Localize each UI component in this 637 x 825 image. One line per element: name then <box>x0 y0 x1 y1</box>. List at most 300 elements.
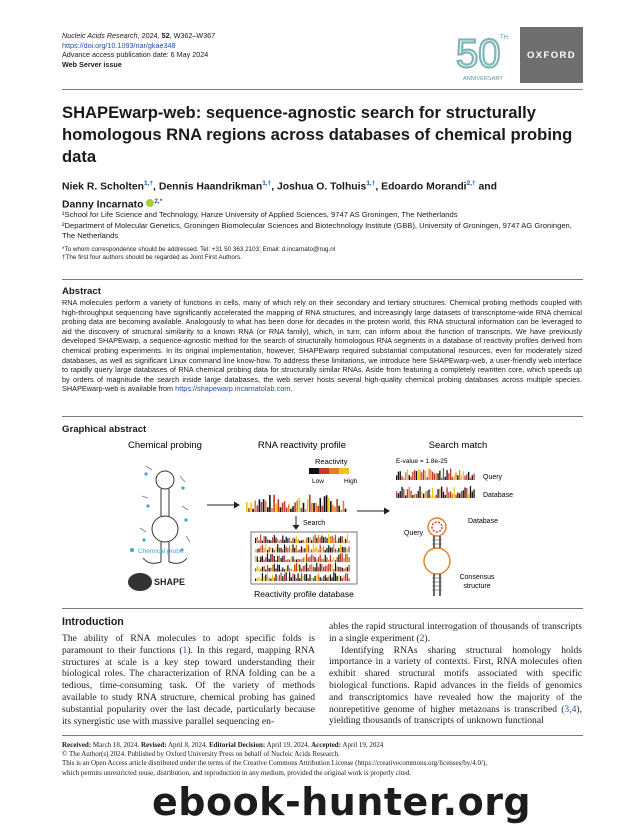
profile-bar <box>246 502 248 512</box>
query-bar <box>428 469 429 480</box>
chemical-probe-label: Chemical probe <box>138 548 184 555</box>
database-bar <box>464 487 465 498</box>
db-bar <box>257 578 258 581</box>
shape-logo <box>128 573 185 591</box>
evalue-label: E-value = 1.8e-25 <box>396 458 448 465</box>
db-bar <box>337 576 338 581</box>
db-bar <box>296 545 297 553</box>
probe-marks <box>140 466 190 542</box>
abstract-rule <box>62 416 583 417</box>
db-bar <box>320 555 321 562</box>
db-bar <box>320 577 321 581</box>
database-bar <box>425 491 426 498</box>
profile-bar <box>343 501 345 512</box>
db-bar <box>313 556 314 562</box>
db-bar <box>291 569 292 572</box>
db-bar <box>301 546 302 552</box>
reactivity-profile-bars <box>246 495 346 512</box>
db-bar <box>325 555 326 562</box>
abstract-heading: Abstract <box>62 286 101 297</box>
decision-label: Editorial Decision: <box>209 741 266 749</box>
intro-text: ). In this regard, mapping RNA structures at scale is a key step toward understanding their biological roles. The characterization of RNA folding can be a tedious, time-consuming task. Of the variety of methods available to study RNA structure, chemical probing has gained substantial popularity over the last decade, particularly because its synergistic use with massive parallel sequencing en- <box>62 644 315 727</box>
query-bar <box>414 470 415 480</box>
db-bar <box>270 548 271 553</box>
db-bar <box>277 539 278 543</box>
profile-bar <box>322 506 324 512</box>
author-sep: , <box>153 181 159 193</box>
db-bar <box>323 576 324 581</box>
db-bar <box>323 567 324 571</box>
db-bar <box>330 547 331 552</box>
revised-label: Revised: <box>140 741 167 749</box>
db-bar <box>321 564 322 571</box>
db-bar <box>270 540 271 543</box>
db-bar <box>291 577 292 581</box>
profile-bar <box>309 495 311 512</box>
db-bar <box>267 565 268 571</box>
db-bar <box>349 541 350 543</box>
db-bar <box>309 574 310 581</box>
query-bar <box>432 472 433 480</box>
database-bar <box>436 495 437 498</box>
anniversary-number: 50 <box>456 32 501 76</box>
profile-bar <box>301 508 303 512</box>
db-bar <box>337 557 338 562</box>
db-bar <box>286 547 287 553</box>
db-bar <box>332 536 333 543</box>
db-bar <box>342 536 343 543</box>
profile-bar <box>294 502 296 512</box>
db-bar <box>274 578 275 581</box>
db-bar <box>333 569 334 571</box>
query-bar <box>463 471 464 480</box>
anniversary-logo <box>452 27 514 83</box>
database-bar <box>403 489 404 498</box>
copyright-line-2: This is an Open Access article distributed under the terms of the Creative Commons Attribution License (https://creativecommons.org/licenses/by/4.0/), <box>62 759 488 768</box>
db-bar <box>292 573 293 581</box>
chemical-probe-legend-dot <box>130 548 134 552</box>
db-bar <box>306 538 307 543</box>
db-bar <box>264 559 265 562</box>
db-bar <box>328 560 329 562</box>
profile-bar <box>267 507 269 512</box>
db-bar <box>279 556 280 562</box>
db-bar <box>265 544 266 552</box>
db-bar <box>340 567 341 572</box>
chemical-probe-dots <box>142 472 187 551</box>
db-bar <box>260 569 261 572</box>
db-bar <box>338 538 339 543</box>
query-bar <box>434 474 435 480</box>
db-bar <box>267 553 268 562</box>
db-bar <box>294 565 295 572</box>
db-bar <box>267 539 268 543</box>
query-bar <box>418 469 419 480</box>
author: Joshua O. Tolhuis <box>277 181 367 193</box>
db-bar <box>328 577 329 581</box>
db-bar <box>338 567 339 572</box>
author-sep: and <box>475 181 497 193</box>
db-bar <box>337 550 338 552</box>
database-bar <box>470 486 471 498</box>
db-bar <box>325 566 326 572</box>
db-bar <box>292 538 293 543</box>
author: Niek R. Scholten <box>62 181 144 193</box>
reactivity-scale <box>309 468 349 474</box>
database-bar <box>445 495 446 498</box>
profile-bar <box>284 501 286 512</box>
profile-bar <box>250 503 252 512</box>
db-bar <box>279 548 280 553</box>
profile-bar <box>315 503 317 512</box>
intro-text: The ability of RNA molecules to adopt specific folds is paramount to their functions ( <box>62 633 315 656</box>
db-bar <box>328 534 329 543</box>
db-bar <box>347 549 348 553</box>
query-bar <box>461 476 462 480</box>
profile-bar <box>259 499 261 512</box>
profile-bar <box>257 505 259 512</box>
db-bar <box>318 567 319 571</box>
db-bar <box>262 573 263 581</box>
profile-bar <box>280 507 282 512</box>
search-arrow-icon <box>293 516 299 529</box>
database-bar <box>432 488 433 498</box>
db-bar <box>257 537 258 543</box>
db-bar <box>304 541 305 543</box>
db-bar <box>275 547 276 552</box>
db-bar <box>281 548 282 553</box>
db-bar <box>349 547 350 553</box>
db-bar <box>347 567 348 571</box>
database-bar <box>407 489 408 498</box>
db-bar <box>338 575 339 581</box>
db-bar <box>304 565 305 571</box>
database-bar <box>434 496 435 498</box>
query-bar <box>421 472 422 480</box>
db-bar <box>325 575 326 581</box>
database-bar <box>466 488 467 498</box>
profile-bar <box>311 503 313 512</box>
profile-bar <box>338 506 340 512</box>
query-bar <box>454 475 455 480</box>
query-bar <box>443 468 444 480</box>
profile-bar <box>326 495 328 512</box>
ref-link[interactable]: 1 <box>182 644 188 656</box>
db-bar <box>320 564 321 572</box>
db-bar <box>320 545 321 553</box>
db-bar <box>342 553 343 562</box>
db-bar <box>313 544 314 553</box>
db-bar <box>326 557 327 562</box>
database-bar <box>441 486 442 498</box>
db-bar <box>294 539 295 543</box>
db-bar <box>326 538 327 543</box>
db-bar <box>282 550 283 553</box>
db-bar <box>308 557 309 562</box>
profile-bar <box>271 508 273 512</box>
watermark: ebook-hunter.org <box>152 780 532 824</box>
db-bar <box>343 575 344 581</box>
db-bar <box>284 569 285 571</box>
database-bar <box>459 493 460 498</box>
issue-label: Web Server issue <box>62 59 122 69</box>
db-bar <box>313 567 314 572</box>
db-bar <box>318 550 319 553</box>
abstract-end: . <box>290 384 293 394</box>
copyright-line-1: © The Author(s) 2024. Published by Oxford University Press on behalf of Nucleic Acids Research. <box>62 750 340 759</box>
db-bar <box>301 569 302 572</box>
db-bar <box>286 568 287 572</box>
db-bar <box>298 550 299 553</box>
query-bar <box>466 474 467 480</box>
db-bar <box>306 554 307 562</box>
db-bar <box>328 545 329 552</box>
query-bar <box>405 472 406 480</box>
database-bar <box>409 487 410 498</box>
intro-column-1 <box>62 633 315 727</box>
match-profile-bars <box>396 468 475 498</box>
high-label: High <box>344 478 358 485</box>
database-bar <box>416 494 417 498</box>
profile-bar <box>317 506 319 512</box>
db-bar <box>303 576 304 581</box>
db-bar <box>270 554 271 562</box>
db-bar <box>330 536 331 543</box>
db-bar <box>255 568 256 571</box>
db-bar <box>330 574 331 581</box>
db-bar <box>298 563 299 571</box>
db-bar <box>315 535 316 543</box>
db-bar <box>338 548 339 552</box>
db-bar <box>345 539 346 543</box>
db-bar <box>258 577 259 581</box>
db-bar <box>332 547 333 552</box>
db-bar <box>274 535 275 543</box>
db-bar <box>301 559 302 562</box>
db-bar <box>332 560 333 562</box>
query-bar <box>400 471 401 480</box>
ref-link[interactable]: 2 <box>419 632 425 644</box>
db-bar <box>299 550 300 553</box>
query-bar <box>455 473 456 480</box>
profile-bar <box>330 501 332 512</box>
introduction-heading: Introduction <box>62 616 124 628</box>
db-bar <box>311 555 312 562</box>
graphical-abstract-rule <box>62 608 583 609</box>
db-bar <box>335 535 336 543</box>
db-bar <box>277 564 278 571</box>
profile-bar <box>273 495 275 512</box>
db-bar <box>349 578 350 581</box>
profile-bar <box>254 501 256 512</box>
db-bar <box>328 564 329 572</box>
database-bar <box>450 491 451 498</box>
db-bar <box>335 560 336 562</box>
db-bar <box>308 545 309 553</box>
db-bar <box>294 559 295 562</box>
query-bar <box>430 470 431 480</box>
db-bar <box>343 540 344 543</box>
db-bar <box>303 566 304 572</box>
database-bar <box>410 491 411 498</box>
db-bar <box>323 537 324 543</box>
journal-info <box>62 31 215 69</box>
database-bar <box>457 493 458 498</box>
db-bar <box>304 548 305 552</box>
query-bar <box>464 476 465 480</box>
db-bar <box>282 556 283 562</box>
database-bar <box>418 491 419 498</box>
profile-bar <box>288 504 290 512</box>
ref-link[interactable]: 3,4 <box>564 703 577 715</box>
db-bar <box>347 573 348 581</box>
query-bar <box>468 472 469 480</box>
db-bar <box>340 545 341 553</box>
db-bar <box>337 541 338 543</box>
db-bar <box>277 544 278 552</box>
profile-bar <box>261 502 263 512</box>
profile-bar <box>307 499 309 512</box>
database-bar <box>412 495 413 498</box>
query-bar <box>436 473 437 480</box>
database-bar <box>443 492 444 498</box>
db-bar <box>287 578 288 581</box>
db-bar <box>332 565 333 572</box>
db-bar <box>257 549 258 553</box>
accepted-date: April 19, 2024 <box>341 741 384 749</box>
db-bar <box>315 567 316 571</box>
database-bar <box>419 486 420 498</box>
db-bar <box>287 538 288 543</box>
db-bar <box>264 548 265 552</box>
db-bar <box>294 548 295 553</box>
db-bar <box>272 554 273 562</box>
journal-year: , 2024, <box>137 31 162 40</box>
db-bar <box>321 559 322 562</box>
db-bar <box>262 541 263 543</box>
query-bar <box>409 475 410 480</box>
intro-text: ). <box>424 632 430 644</box>
profile-bar <box>313 503 315 512</box>
db-bar <box>284 540 285 543</box>
db-bar <box>340 576 341 581</box>
db-bar <box>267 573 268 581</box>
db-bar <box>301 573 302 581</box>
db-bar <box>255 556 256 562</box>
db-bar <box>287 548 288 552</box>
db-bar <box>291 541 292 543</box>
db-bar <box>347 554 348 562</box>
db-bar <box>316 575 317 581</box>
database-bar <box>423 494 424 498</box>
db-bar <box>269 547 270 552</box>
db-bar <box>309 557 310 562</box>
profile-bar <box>263 499 265 512</box>
db-bar <box>289 545 290 552</box>
database-bar <box>452 494 453 498</box>
query-bar <box>416 471 417 480</box>
db-bar <box>349 565 350 572</box>
database-label: Reactivity profile database <box>254 589 354 599</box>
db-bar <box>338 555 339 562</box>
db-bar <box>260 535 261 543</box>
db-bar <box>335 563 336 572</box>
db-bar <box>260 578 261 581</box>
query-bar <box>445 477 446 480</box>
db-bar <box>282 535 283 543</box>
db-bar <box>320 538 321 543</box>
db-bar <box>272 565 273 571</box>
db-bar <box>270 579 271 581</box>
query-bar <box>448 473 449 480</box>
reactivity-label: Reactivity <box>315 457 348 466</box>
db-bar <box>262 556 263 562</box>
profile-bar <box>248 508 250 512</box>
web-server-link[interactable]: https://shapewarp.incarnatolab.com <box>175 384 291 394</box>
db-bar <box>265 569 266 571</box>
db-bar <box>335 549 336 553</box>
query-bar <box>470 478 471 480</box>
accepted-label: Accepted: <box>311 741 342 749</box>
journal-volume: 52 <box>161 31 170 40</box>
db-bar <box>281 539 282 543</box>
profile-bar <box>324 496 326 512</box>
db-bar <box>264 576 265 581</box>
db-bar <box>303 558 304 562</box>
profile-bar <box>296 500 298 512</box>
graphical-abstract-heading: Graphical abstract <box>62 424 147 435</box>
db-bar <box>345 547 346 552</box>
database-bar <box>427 491 428 498</box>
search-label: Search <box>303 520 326 527</box>
db-bar <box>323 546 324 552</box>
db-bar <box>304 574 305 581</box>
db-bar <box>279 541 280 543</box>
query-label: Query <box>483 474 503 481</box>
db-bar <box>296 536 297 543</box>
doi-link[interactable]: https://doi.org/10.1093/nar/gkae348 <box>62 40 176 50</box>
db-bar <box>321 578 322 581</box>
received-date: March 18, 2024. <box>91 741 141 749</box>
database-bar <box>463 490 464 498</box>
author-affil: 1,† <box>366 180 376 187</box>
database-bar <box>448 492 449 498</box>
db-bar <box>343 547 344 552</box>
db-bar <box>267 550 268 553</box>
db-bar <box>275 569 276 572</box>
article-title: SHAPEwarp-web: sequence-agnostic search for structurally homologous RNA regions across databases of chemical probing data <box>62 103 573 166</box>
anniversary-label: ANNIVERSARY <box>463 76 503 82</box>
database-structure-label: Database <box>468 518 498 525</box>
query-structure-label: Query <box>404 530 424 537</box>
db-bar <box>333 572 334 581</box>
query-bar <box>423 470 424 480</box>
db-bar <box>275 574 276 581</box>
db-bar <box>311 578 312 581</box>
db-bar <box>308 537 309 543</box>
intro-text: Identifying RNAs sharing structural homology holds importance in a variety of contexts. First, RNA molecules often exhibit shared structural motifs associated with specific biological functions. Rapid advances in the fields of genomics and transcriptomics have revealed how the majority of the nonrepetitive genome of higher metazoans is transcribed ( <box>329 644 582 715</box>
db-bar <box>294 574 295 581</box>
database-bar <box>454 487 455 498</box>
db-bar <box>303 540 304 543</box>
db-bar <box>311 540 312 543</box>
db-bar <box>264 536 265 543</box>
database-bar <box>461 491 462 498</box>
profile-bar <box>269 495 271 512</box>
database-bar <box>401 487 402 498</box>
db-bar <box>345 554 346 562</box>
author: Dennis Haandrikman <box>158 181 263 193</box>
